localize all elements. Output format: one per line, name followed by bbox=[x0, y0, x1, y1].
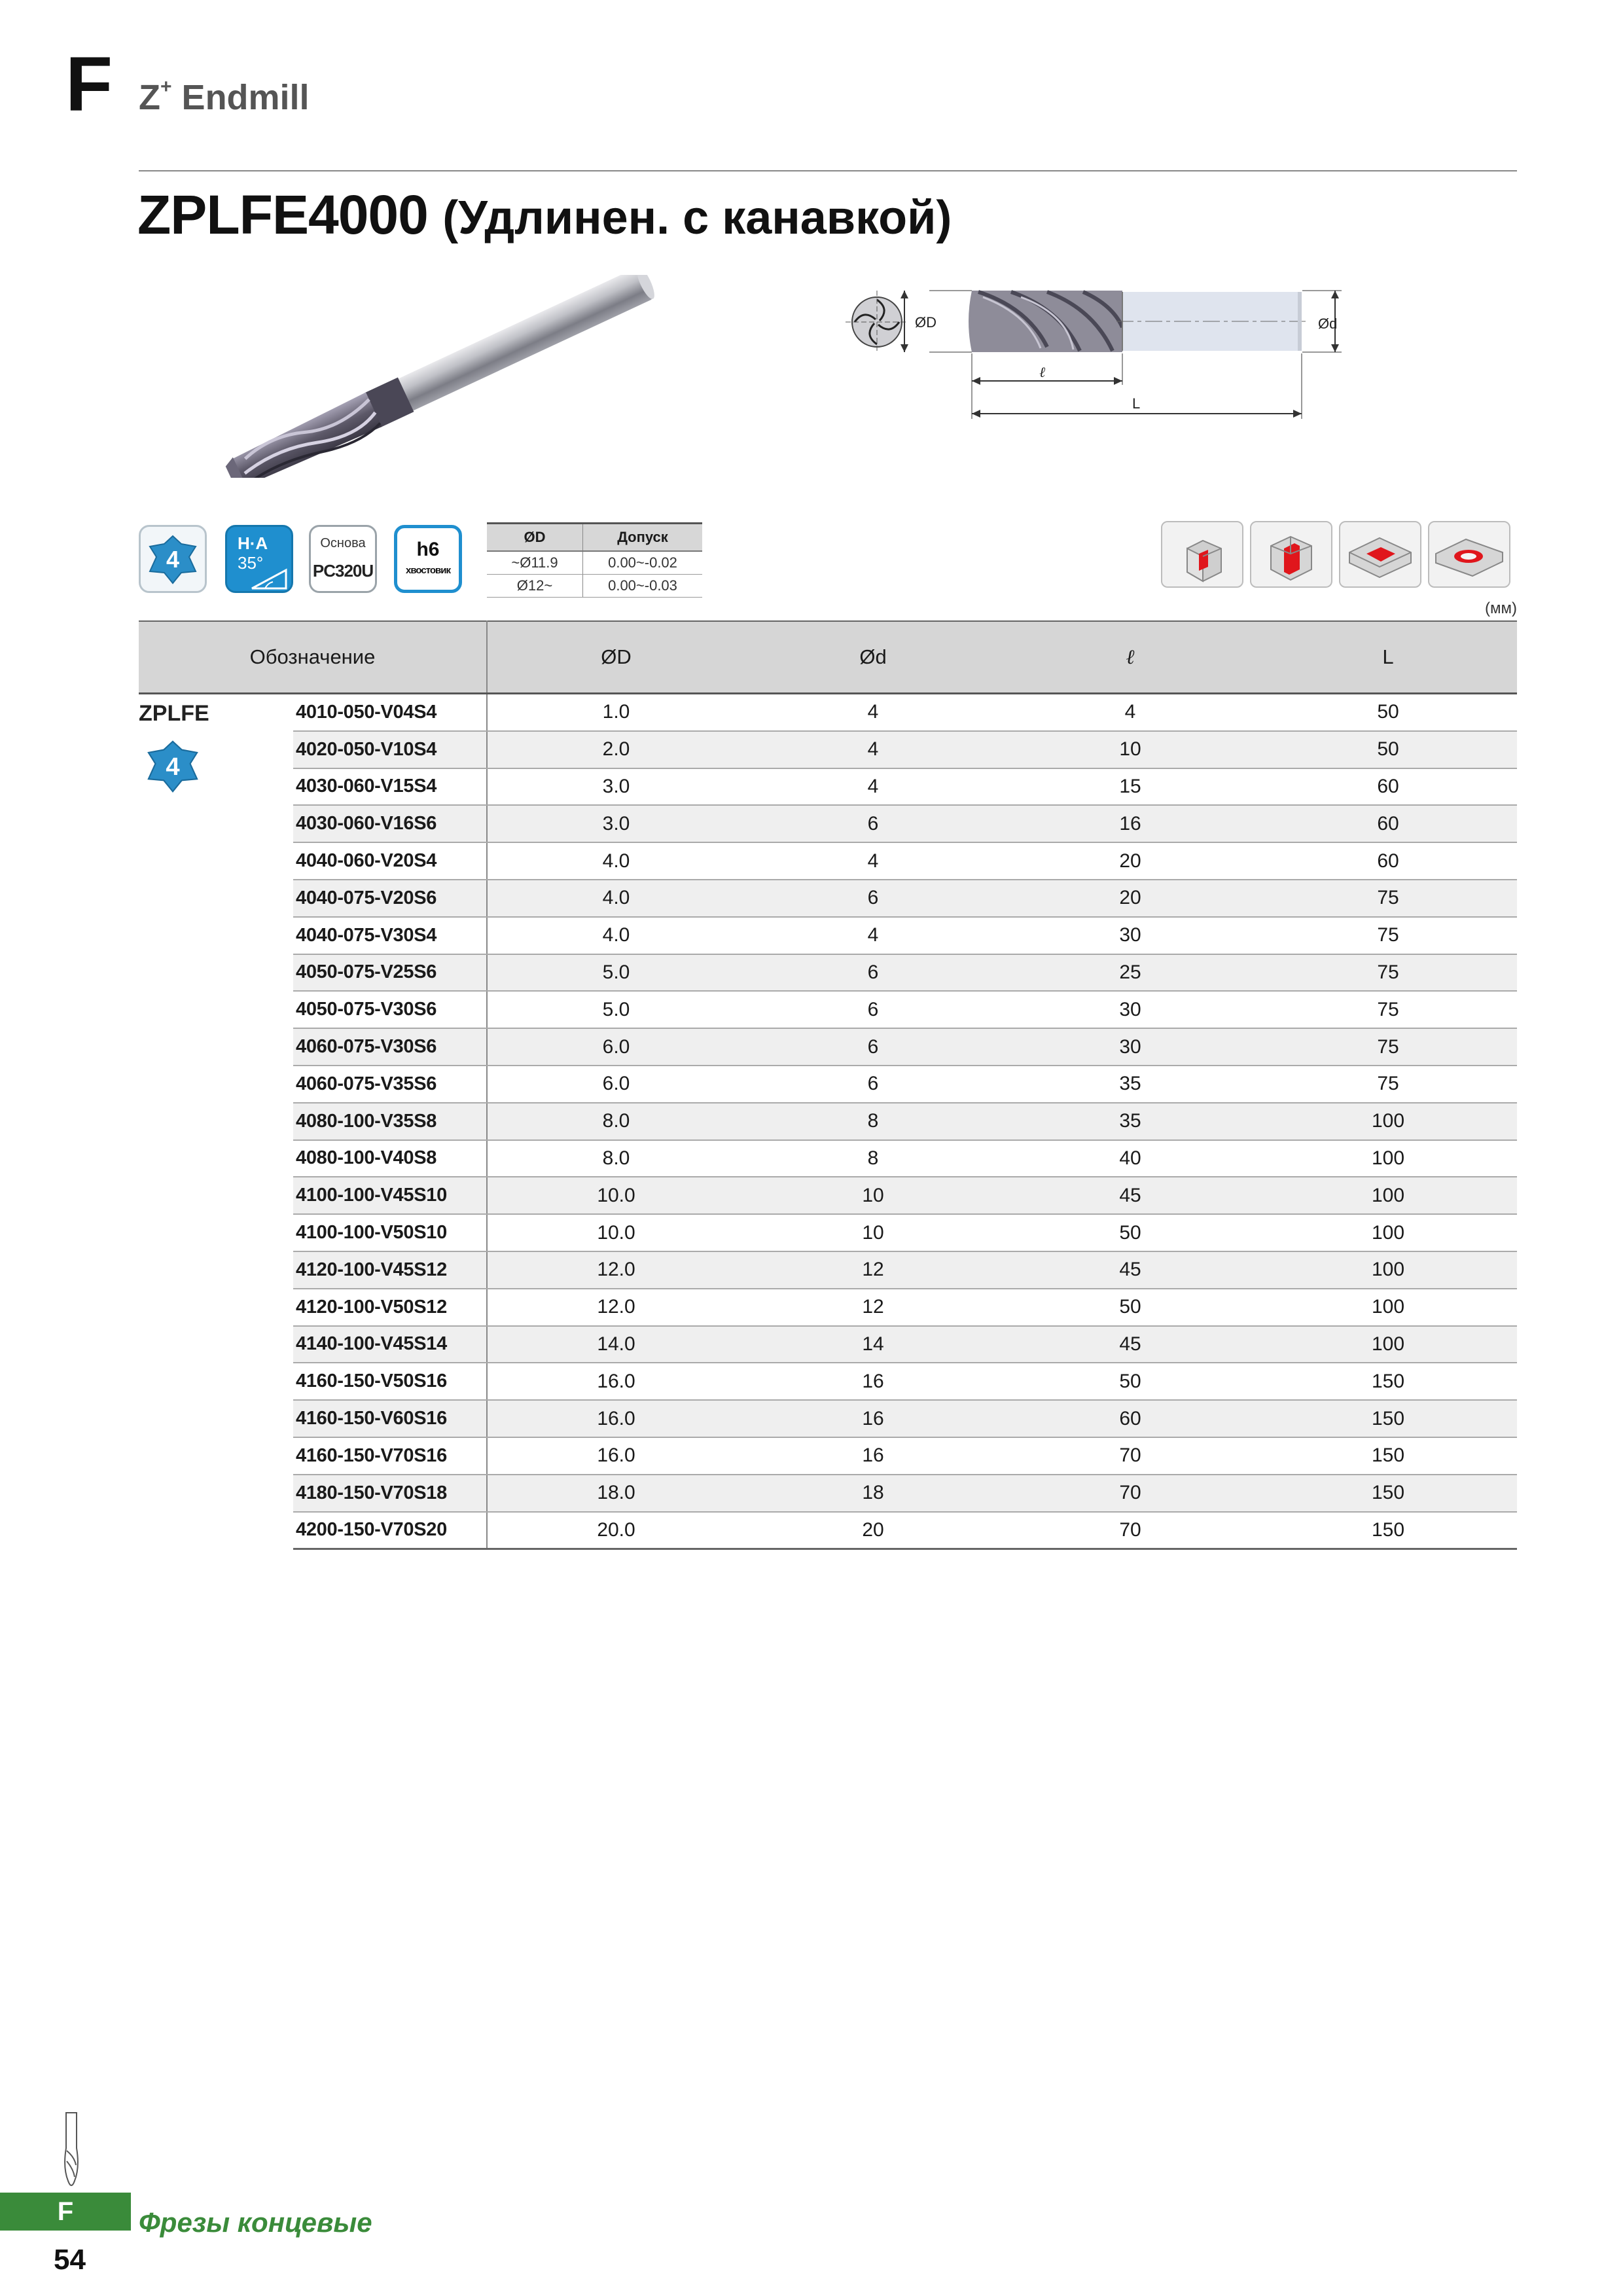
sd-value: 6 bbox=[745, 954, 1001, 992]
base-material-label: Основа bbox=[320, 536, 366, 550]
table-row bbox=[139, 954, 1517, 992]
od-value: 16.0 bbox=[487, 1400, 745, 1437]
l-value: 70 bbox=[1001, 1475, 1259, 1512]
sd-value: 4 bbox=[745, 768, 1001, 806]
page-title bbox=[137, 185, 952, 245]
header-od: ØD bbox=[487, 621, 745, 694]
sd-value: 4 bbox=[745, 917, 1001, 954]
sd-value: 10 bbox=[745, 1214, 1001, 1251]
sd-value: 6 bbox=[745, 991, 1001, 1028]
od-value: 6.0 bbox=[487, 1066, 745, 1103]
l-value: 30 bbox=[1001, 1028, 1259, 1066]
od-value: 6.0 bbox=[487, 1028, 745, 1066]
table-row bbox=[139, 1028, 1517, 1066]
product-header-row bbox=[139, 621, 1517, 694]
sd-value: 6 bbox=[745, 805, 1001, 842]
base-material-badge bbox=[309, 525, 377, 593]
product-code: 4040-075-V30S4 bbox=[293, 917, 487, 954]
title-sub: (Удлинен. с канавкой) bbox=[442, 192, 952, 244]
l-value: 45 bbox=[1001, 1326, 1259, 1363]
sd-value: 4 bbox=[745, 694, 1001, 731]
technical-drawing bbox=[831, 268, 1381, 432]
l-value: 16 bbox=[1001, 805, 1259, 842]
product-code: 4200-150-V70S20 bbox=[293, 1512, 487, 1549]
face-groove-icon bbox=[1428, 521, 1510, 588]
product-code: 4040-060-V20S4 bbox=[293, 842, 487, 880]
L-value: 100 bbox=[1259, 1289, 1517, 1326]
table-row bbox=[139, 1437, 1517, 1475]
L-value: 60 bbox=[1259, 768, 1517, 806]
product-code: 4100-100-V50S10 bbox=[293, 1214, 487, 1251]
tolerance-value: 0.00~-0.02 bbox=[583, 551, 703, 575]
l-value: 15 bbox=[1001, 768, 1259, 806]
series-prefix: Z bbox=[139, 78, 160, 117]
tolerance-table bbox=[487, 522, 702, 598]
flute-count: 4 bbox=[166, 546, 180, 573]
helix-angle-value: 35° bbox=[238, 553, 264, 573]
flute-count-badge bbox=[139, 525, 207, 593]
unit-label: (мм) bbox=[1485, 600, 1517, 617]
L-value: 75 bbox=[1259, 991, 1517, 1028]
series-suffix: Endmill bbox=[181, 78, 310, 117]
sd-value: 16 bbox=[745, 1400, 1001, 1437]
product-code: 4060-075-V35S6 bbox=[293, 1066, 487, 1103]
header-designation: Обозначение bbox=[139, 621, 487, 694]
helix-angle-icon bbox=[251, 567, 287, 590]
tolerance-range: Ø12~ bbox=[487, 575, 583, 598]
L-value: 150 bbox=[1259, 1400, 1517, 1437]
L-value: 50 bbox=[1259, 731, 1517, 768]
four-flute-icon bbox=[141, 527, 205, 591]
table-row bbox=[139, 1066, 1517, 1103]
l-value: 35 bbox=[1001, 1103, 1259, 1140]
l-value: 50 bbox=[1001, 1214, 1259, 1251]
product-code: 4160-150-V50S16 bbox=[293, 1363, 487, 1400]
sd-value: 4 bbox=[745, 731, 1001, 768]
l-value: 20 bbox=[1001, 880, 1259, 917]
family-label: ZPLFE bbox=[139, 701, 209, 726]
L-dimension-label: L bbox=[1132, 395, 1141, 412]
header-sd: Ød bbox=[745, 621, 1001, 694]
table-row bbox=[139, 880, 1517, 917]
od-value: 3.0 bbox=[487, 805, 745, 842]
l-value: 20 bbox=[1001, 842, 1259, 880]
sd-value: 6 bbox=[745, 880, 1001, 917]
od-value: 4.0 bbox=[487, 842, 745, 880]
sd-value: 6 bbox=[745, 1028, 1001, 1066]
L-value: 100 bbox=[1259, 1140, 1517, 1177]
table-row bbox=[139, 917, 1517, 954]
L-value: 150 bbox=[1259, 1475, 1517, 1512]
od-value: 12.0 bbox=[487, 1251, 745, 1289]
sd-dimension-label: Ød bbox=[1318, 315, 1338, 332]
table-row bbox=[139, 1214, 1517, 1251]
L-value: 150 bbox=[1259, 1437, 1517, 1475]
pocketing-icon bbox=[1339, 521, 1421, 588]
product-code: 4040-075-V20S6 bbox=[293, 880, 487, 917]
shoulder-milling-icon bbox=[1161, 521, 1243, 588]
table-row bbox=[139, 1475, 1517, 1512]
sd-value: 18 bbox=[745, 1475, 1001, 1512]
od-value: 10.0 bbox=[487, 1214, 745, 1251]
l-value: 50 bbox=[1001, 1289, 1259, 1326]
tolerance-range: ~Ø11.9 bbox=[487, 551, 583, 575]
sd-value: 8 bbox=[745, 1140, 1001, 1177]
product-code: 4030-060-V15S4 bbox=[293, 768, 487, 806]
sd-value: 12 bbox=[745, 1289, 1001, 1326]
L-value: 75 bbox=[1259, 917, 1517, 954]
l-value: 40 bbox=[1001, 1140, 1259, 1177]
l-dimension-label: ℓ bbox=[1039, 364, 1046, 380]
table-row bbox=[139, 768, 1517, 806]
table-row bbox=[139, 1289, 1517, 1326]
product-code: 4140-100-V45S14 bbox=[293, 1326, 487, 1363]
product-code: 4120-100-V50S12 bbox=[293, 1289, 487, 1326]
product-code: 4080-100-V40S8 bbox=[293, 1140, 487, 1177]
l-value: 35 bbox=[1001, 1066, 1259, 1103]
product-code: 4120-100-V45S12 bbox=[293, 1251, 487, 1289]
product-code: 4020-050-V10S4 bbox=[293, 731, 487, 768]
helix-angle-badge bbox=[225, 525, 293, 593]
tolerance-header-od: ØD bbox=[487, 524, 583, 552]
table-row bbox=[139, 1363, 1517, 1400]
od-value: 4.0 bbox=[487, 880, 745, 917]
sd-value: 12 bbox=[745, 1251, 1001, 1289]
header-l: ℓ bbox=[1001, 621, 1259, 694]
product-code: 4030-060-V16S6 bbox=[293, 805, 487, 842]
l-value: 50 bbox=[1001, 1363, 1259, 1400]
series-sup: + bbox=[160, 76, 172, 98]
sd-value: 16 bbox=[745, 1437, 1001, 1475]
L-value: 75 bbox=[1259, 1066, 1517, 1103]
L-value: 100 bbox=[1259, 1214, 1517, 1251]
L-value: 75 bbox=[1259, 880, 1517, 917]
l-value: 70 bbox=[1001, 1512, 1259, 1549]
table-row bbox=[139, 1512, 1517, 1549]
table-row bbox=[139, 842, 1517, 880]
product-code: 4160-150-V60S16 bbox=[293, 1400, 487, 1437]
table-row bbox=[139, 1400, 1517, 1437]
od-value: 12.0 bbox=[487, 1289, 745, 1326]
footer-section-tab: F bbox=[0, 2193, 131, 2231]
l-value: 60 bbox=[1001, 1400, 1259, 1437]
od-value: 4.0 bbox=[487, 917, 745, 954]
base-material-value: PC320U bbox=[312, 561, 374, 581]
tolerance-header-row bbox=[487, 524, 702, 552]
L-value: 150 bbox=[1259, 1363, 1517, 1400]
table-row bbox=[139, 731, 1517, 768]
product-code: 4180-150-V70S18 bbox=[293, 1475, 487, 1512]
sd-value: 16 bbox=[745, 1363, 1001, 1400]
l-value: 30 bbox=[1001, 917, 1259, 954]
slotting-icon bbox=[1250, 521, 1332, 588]
L-value: 75 bbox=[1259, 1028, 1517, 1066]
table-row bbox=[139, 1140, 1517, 1177]
od-value: 8.0 bbox=[487, 1140, 745, 1177]
page-number: 54 bbox=[54, 2244, 86, 2276]
table-row bbox=[139, 805, 1517, 842]
table-row bbox=[139, 694, 1517, 731]
shank-tolerance-label: хвостовик bbox=[406, 565, 450, 576]
shank-tolerance-value: h6 bbox=[416, 539, 440, 560]
od-value: 8.0 bbox=[487, 1103, 745, 1140]
sd-value: 10 bbox=[745, 1177, 1001, 1214]
endmill-photo bbox=[203, 275, 687, 478]
od-value: 5.0 bbox=[487, 954, 745, 992]
tolerance-row bbox=[487, 575, 702, 598]
series-name bbox=[139, 76, 310, 117]
product-code: 4080-100-V35S8 bbox=[293, 1103, 487, 1140]
L-value: 50 bbox=[1259, 694, 1517, 731]
od-value: 1.0 bbox=[487, 694, 745, 731]
product-code: 4160-150-V70S16 bbox=[293, 1437, 487, 1475]
table-row bbox=[139, 1251, 1517, 1289]
product-code: 4060-075-V30S6 bbox=[293, 1028, 487, 1066]
l-value: 30 bbox=[1001, 991, 1259, 1028]
od-value: 18.0 bbox=[487, 1475, 745, 1512]
table-row bbox=[139, 1103, 1517, 1140]
family-flute-count: 4 bbox=[166, 752, 180, 781]
title-main: ZPLFE4000 bbox=[137, 184, 428, 245]
od-value: 16.0 bbox=[487, 1437, 745, 1475]
L-value: 100 bbox=[1259, 1326, 1517, 1363]
product-code: 4010-050-V04S4 bbox=[293, 694, 487, 731]
header-divider bbox=[139, 170, 1517, 171]
tolerance-value: 0.00~-0.03 bbox=[583, 575, 703, 598]
sd-value: 20 bbox=[745, 1512, 1001, 1549]
L-value: 100 bbox=[1259, 1103, 1517, 1140]
l-value: 10 bbox=[1001, 731, 1259, 768]
sd-value: 4 bbox=[745, 842, 1001, 880]
l-value: 45 bbox=[1001, 1177, 1259, 1214]
l-value: 4 bbox=[1001, 694, 1259, 731]
l-value: 70 bbox=[1001, 1437, 1259, 1475]
L-value: 75 bbox=[1259, 954, 1517, 992]
L-value: 60 bbox=[1259, 842, 1517, 880]
l-value: 45 bbox=[1001, 1251, 1259, 1289]
product-code: 4050-075-V25S6 bbox=[293, 954, 487, 992]
od-value: 5.0 bbox=[487, 991, 745, 1028]
L-value: 100 bbox=[1259, 1177, 1517, 1214]
endmill-outline-icon bbox=[55, 2109, 88, 2191]
tolerance-header-tol: Допуск bbox=[583, 524, 703, 552]
L-value: 60 bbox=[1259, 805, 1517, 842]
od-value: 16.0 bbox=[487, 1363, 745, 1400]
footer-category: Фрезы концевые bbox=[139, 2207, 372, 2238]
product-code: 4050-075-V30S6 bbox=[293, 991, 487, 1028]
od-dimension-label: ØD bbox=[915, 314, 936, 331]
table-row bbox=[139, 1177, 1517, 1214]
tolerance-row bbox=[487, 551, 702, 575]
header-L: L bbox=[1259, 621, 1517, 694]
od-value: 2.0 bbox=[487, 731, 745, 768]
helix-angle-label: H·A bbox=[238, 533, 268, 553]
product-code: 4100-100-V45S10 bbox=[293, 1177, 487, 1214]
od-value: 14.0 bbox=[487, 1326, 745, 1363]
table-row bbox=[139, 1326, 1517, 1363]
section-letter: F bbox=[65, 41, 113, 128]
L-value: 150 bbox=[1259, 1512, 1517, 1549]
sd-value: 14 bbox=[745, 1326, 1001, 1363]
L-value: 100 bbox=[1259, 1251, 1517, 1289]
sd-value: 8 bbox=[745, 1103, 1001, 1140]
shank-tolerance-badge bbox=[394, 525, 462, 593]
family-flute-icon bbox=[139, 732, 207, 800]
sd-value: 6 bbox=[745, 1066, 1001, 1103]
od-value: 20.0 bbox=[487, 1512, 745, 1549]
product-table bbox=[139, 620, 1517, 1550]
od-value: 3.0 bbox=[487, 768, 745, 806]
table-row bbox=[139, 991, 1517, 1028]
od-value: 10.0 bbox=[487, 1177, 745, 1214]
family-cell bbox=[139, 694, 293, 1549]
l-value: 25 bbox=[1001, 954, 1259, 992]
